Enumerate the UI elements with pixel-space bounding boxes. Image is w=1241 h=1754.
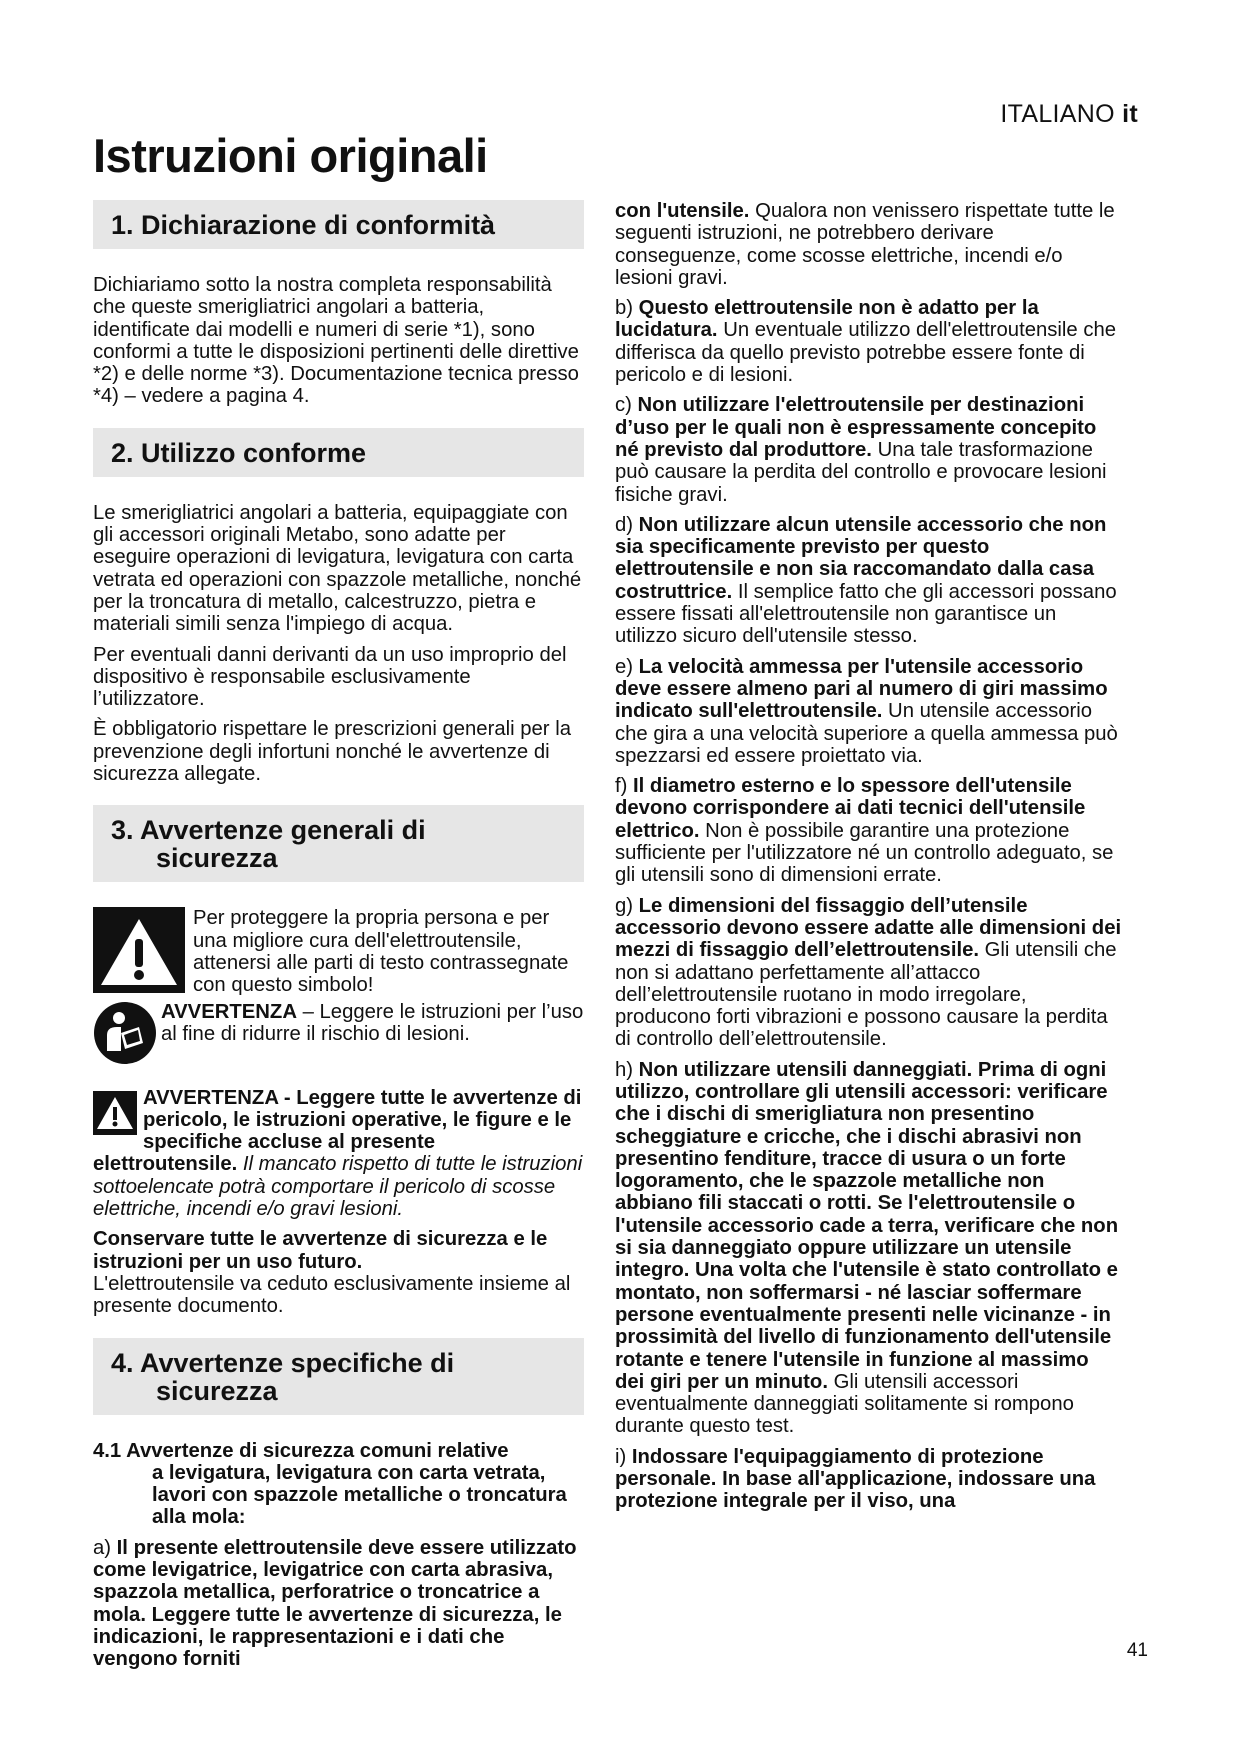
list-item: c) Non utilizzare l'elettroutensile per destinazioni d’uso per le quali non è espressamente concepito né previsto dal produttore. Una tale trasformazione può causare la perdita del controllo e provocare lesioni fisiche gravi.: [615, 394, 1107, 506]
read-manual-text: – Leggere le istruzioni per l’uso al fine di ridurre il rischio di lesioni.: [161, 1000, 584, 1045]
warning-label: AVVERTENZA: [161, 1000, 297, 1023]
read-manual-block: [93, 1001, 584, 1065]
list-item: b) Questo elettroutensile non è adatto per la lucidatura. Un eventuale utilizzo dell'elettroutensile che differisca da quello previsto potrebbe essere fonte di pericolo e di lesioni.: [615, 297, 1117, 387]
list-item: d) Non utilizzare alcun utensile accessorio che non sia specificamente previsto per questo elettroutensile e non sia raccomandato dalla casa costruttrice. Il semplice fatto che gli accessori possano essere fissati all'elettroutensile non garantisce un utilizzo sicuro dell'utensile stesso.: [615, 513, 1117, 648]
paragraph: Per eventuali danni derivanti da un uso improprio del dispositivo è responsabile esclusivamente l’utilizzatore.: [93, 643, 567, 711]
list-item: f) Il diametro esterno e lo spessore dell'utensile devono corrispondere ai dati tecnici dell'utensile elettrico. Non è possibile garantire una protezione sufficiente per l'utilizzatore né un controllo adeguato, se gli utensili sono di dimensioni errate.: [615, 775, 1114, 887]
paragraph: Dichiariamo sotto la nostra completa responsabilità che queste smerigliatrici angolari a batteria, identificate dai modelli e numeri di serie *1), sono conformi a tutte le disposizioni pertinenti delle direttive *2) e delle norme *3). Documentazione tecnica presso *4) – vedere a pagina 4.: [93, 274, 579, 408]
warning-triangle-small-icon: [93, 1091, 137, 1135]
right-column: [615, 200, 1123, 1521]
warning-triangle-icon: [93, 907, 185, 993]
read-manual-icon: [93, 1001, 157, 1065]
paragraph: È obbligatorio rispettare le prescrizioni generali per la prevenzione degli infortuni nonché le avvertenze di sicurezza allegate.: [93, 718, 571, 786]
section-heading-3: 3. Avvertenze generali di sicurezza: [93, 805, 584, 882]
list-item: e) La velocità ammessa per l'utensile accessorio deve essere almeno pari al numero di giri massimo indicato sull'elettroutensile. Un utensile accessorio che gira a una velocità superiore a quella ammessa può spezzarsi ed essere proiettato via.: [615, 655, 1118, 767]
symbol-explanation: Per proteggere la propria persona e per una migliore cura dell'elettroutensile, attenersi alle parti di testo contrassegnate con questo simbolo!: [193, 907, 569, 997]
list-item: h) Non utilizzare utensili danneggiati. Prima di ogni utilizzo, controllare gli utensili accessori: verificare che i dischi di smerigliatura non presentino scheggiature e cricche, che i dischi abrasivi non presentino fenditure, tracce di usura o un forte logoramento, che le spazzole metalliche non abbiano fili staccati o rotti. Se l'elettroutensile o l'utensile accessorio cade a terra, verificare che non si sia danneggiato oppure utilizzare un utensile integro. Una volta che l'utensile è stato controllato e montato, non soffermarsi - né lasciar soffermare persone eventualmente presenti nelle vicinanze - in prossimità del livello di funzionamento dell'utensile rotante e tenere l'utensile in funzione al massimo dei giri per un minuto. Gli utensili accessori eventualmente danneggiati solitamente si rompono durante questo test.: [615, 1058, 1119, 1438]
subsection-heading: 4.1 Avvertenze di sicurezza comuni relative a levigatura, levigatura con carta vetrata, lavori con spazzole metalliche o troncatura alla mola:: [93, 1439, 567, 1529]
list-item: a) Il presente elettroutensile deve essere utilizzato come levigatrice, levigatrice con carta abrasiva, spazzola metallica, perforatrice o troncatrice a mola. Leggere tutte le avvertenze di sicurezza, le indicazioni, le rappresentazioni e i dati che vengono forniti: [93, 1536, 577, 1671]
language-header: ITALIANO it: [1000, 100, 1138, 128]
paragraph: Le smerigliatrici angolari a batteria, equipaggiate con gli accessori originali Metabo, sono adatte per eseguire operazioni di levigatura, levigatura con carta vetrata ed operazioni con spazzole metalliche, nonché per la troncatura di metallo, calcestruzzo, pietra e materiali simili senza l'impiego di acqua.: [93, 501, 582, 636]
warning-symbol-block: [93, 907, 584, 996]
section-heading-4: 4. Avvertenze specifiche di sicurezza: [93, 1338, 584, 1415]
paragraph: Conservare tutte le avvertenze di sicurezza e le istruzioni per un uso futuro. L'elettroutensile va ceduto esclusivamente insieme al presente documento.: [93, 1228, 571, 1318]
page-number: 41: [1126, 1640, 1148, 1661]
warning-paragraph: AVVERTENZA - Leggere tutte le avvertenze di pericolo, le istruzioni operative, le figure e le specifiche accluse al presente elettroutensile. Il mancato rispetto di tutte le istruzioni sottoelencate potrà comportare il pericolo di scosse elettriche, incendi e/o gravi lesioni.: [93, 1086, 583, 1221]
list-item: g) Le dimensioni del fissaggio dell’utensile accessorio devono essere adatte alle dimensioni dei mezzi di fissaggio dell’elettroutensile. Gli utensili che non si adattano perfettamente all’attacco dell’elettroutensile ruotano in modo irregolare, producono forti vibrazioni e possono causare la perdita di controllo dell’elettroutensile.: [615, 894, 1122, 1051]
paragraph: con l'utensile. Qualora non venissero rispettate tutte le seguenti istruzioni, ne potrebbero derivare conseguenze, come scosse elettriche, incendi e/o lesioni gravi.: [615, 200, 1115, 289]
left-column: [93, 200, 584, 1678]
section-heading-2: 2. Utilizzo conforme: [93, 428, 584, 477]
section-heading-1: 1. Dichiarazione di conformità: [93, 200, 584, 249]
list-item: i) Indossare l'equipaggiamento di protezione personale. In base all'applicazione, indossare una protezione integrale per il viso, una: [615, 1445, 1096, 1513]
page-title: Istruzioni originali: [93, 129, 488, 182]
